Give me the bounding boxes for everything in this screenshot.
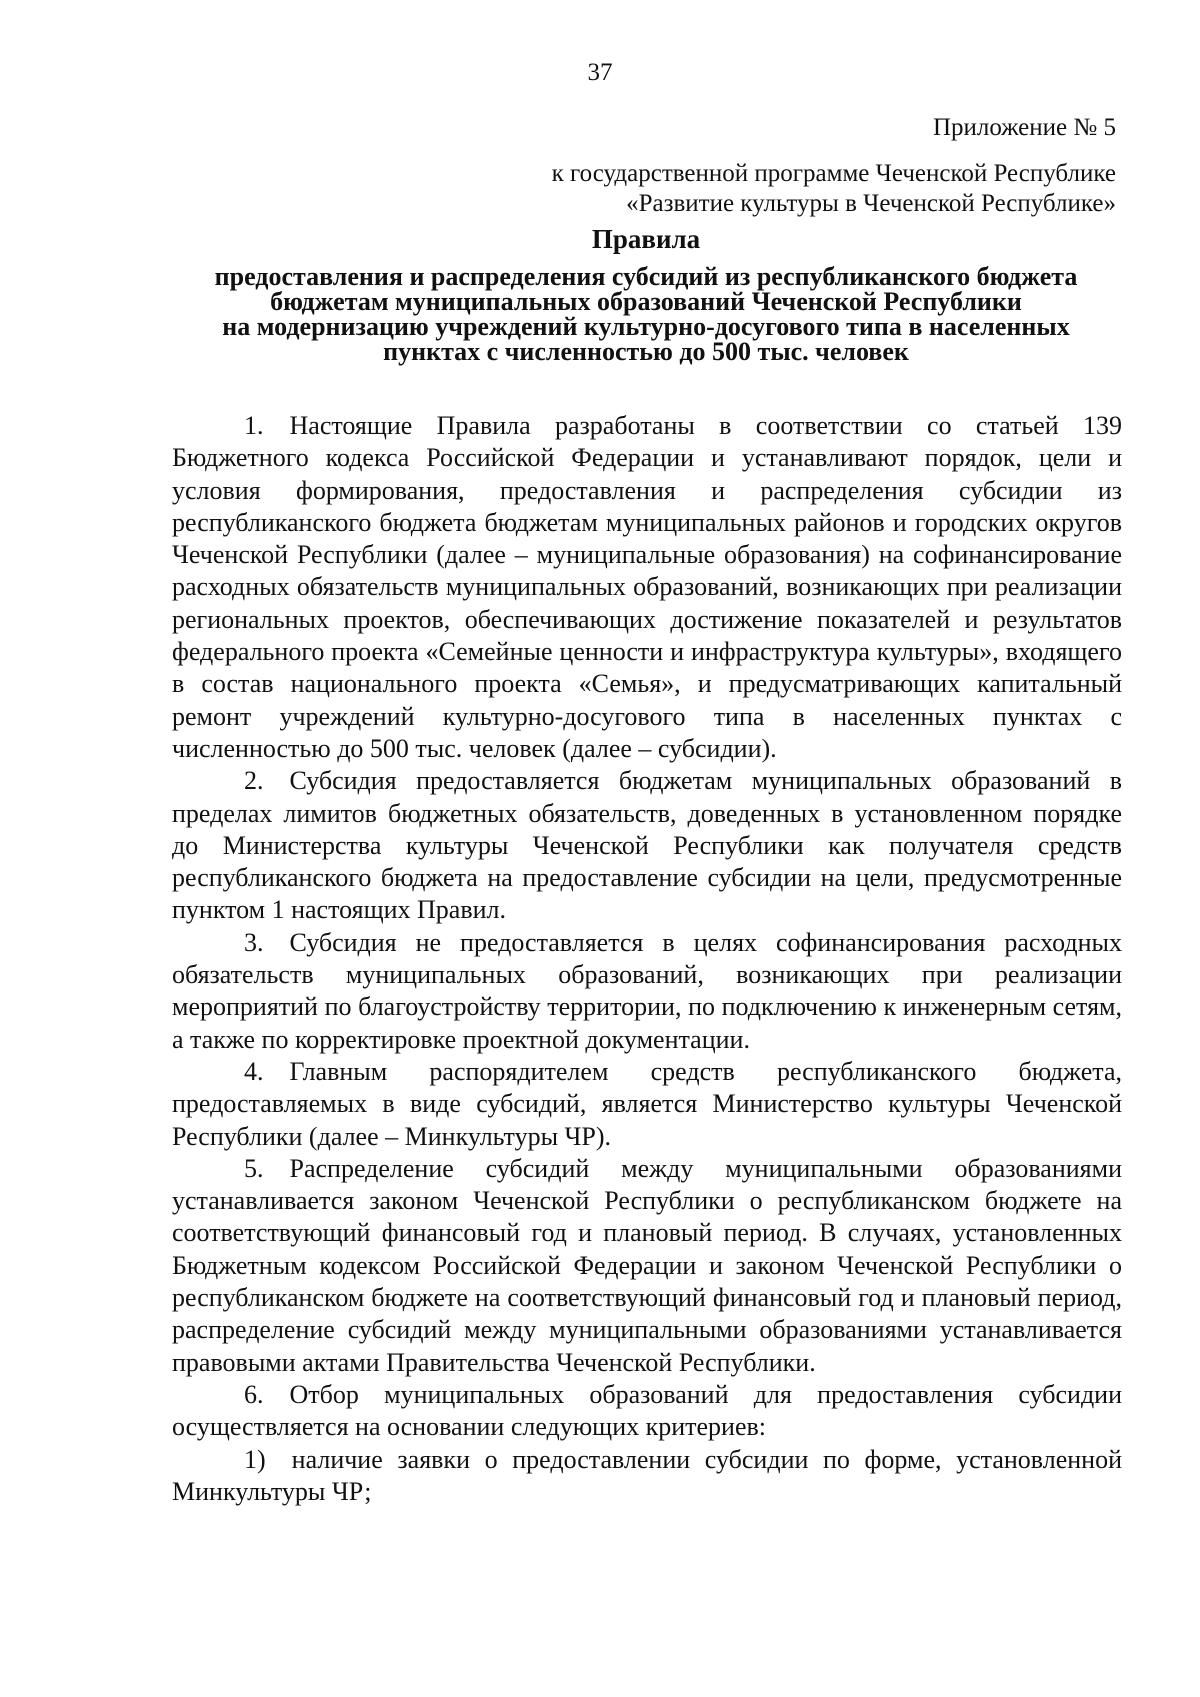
appendix-program-name: «Развитие культуры в Чеченской Республике» <box>626 190 1116 217</box>
appendix-program: к государственной программе Чеченской Республике <box>551 160 1116 187</box>
paragraph-6-item-1: 1) наличие заявки о предоставлении субсидии по форме, установленной Минкультуры ЧР; <box>172 1444 1122 1506</box>
paragraph-1: 1. Настоящие Правила разработаны в соответствии со статьей 139 Бюджетного кодекса Российской Федерации и устанавливают порядок, цели и условия формирования, предоставления и распределения субсидии из республиканского бюджета бюджетам муниципальных районов и городских округов Чеченской Республики (далее – муниципальные образования) на софинансирование расходных обязательств муниципальных образований, возникающих при реализации региональных проектов, обеспечивающих достижение показателей и результатов федерального проекта «Семейные ценности и инфраструктура культуры», входящего в состав национального проекта «Семья», и предусматривающих капитальный ремонт учреждений культурно-досугового типа в населенных пунктах с численностью до 500 тыс. человек (далее – субсидии). <box>172 411 1122 763</box>
appendix-header <box>516 113 1116 219</box>
paragraph-6: 6. Отбор муниципальных образований для предоставления субсидии осуществляется на основании следующих критериев: <box>172 1379 1122 1442</box>
document-body <box>172 410 1122 1508</box>
paragraph-3: 3. Субсидия не предоставляется в целях софинансирования расходных обязательств муниципальных образований, возникающих при реализации мероприятий по благоустройству территории, по подключению к инженерным сетям, а также по корректировке проектной документации. <box>172 927 1122 1054</box>
paragraph-5: 5. Распределение субсидий между муниципальными образованиями устанавливается законом Чеченской Республики о республиканском бюджете на соответствующий финансовый год и плановый период. В случаях, установленных Бюджетным кодексом Российской Федерации и законом Чеченской Республики о республиканском бюджете на соответствующий финансовый год и плановый период, распределение субсидий между муниципальными образованиями устанавливается правовыми актами Правительства Чеченской Республики. <box>172 1153 1122 1377</box>
subtitle-line: бюджетам муниципальных образований Чеченской Республики <box>270 287 1022 316</box>
document-subtitle <box>170 264 1122 364</box>
subtitle-line: предоставления и распределения субсидий из республиканского бюджета <box>214 262 1078 291</box>
subtitle-line: на модернизацию учреждений культурно-досугового типа в населенных <box>222 312 1070 341</box>
subtitle-line: пунктах с численностью до 500 тыс. человек <box>383 337 909 366</box>
page-number: 37 <box>587 59 613 86</box>
paragraph-2: 2. Субсидия предоставляется бюджетам муниципальных образований в пределах лимитов бюджетных обязательств, доведенных в установленном порядке до Министерства культуры Чеченской Республики как получателя средств республиканского бюджета на предоставление субсидии на цели, предусмотренные пунктом 1 настоящих Правил. <box>172 766 1122 925</box>
appendix-number: Приложение № 5 <box>932 114 1116 141</box>
document-title: Правила <box>591 224 701 254</box>
paragraph-4: 4. Главным распорядителем средств республиканского бюджета, предоставляемых в виде субсидий, является Министерство культуры Чеченской Республики (далее – Минкультуры ЧР). <box>172 1056 1122 1151</box>
